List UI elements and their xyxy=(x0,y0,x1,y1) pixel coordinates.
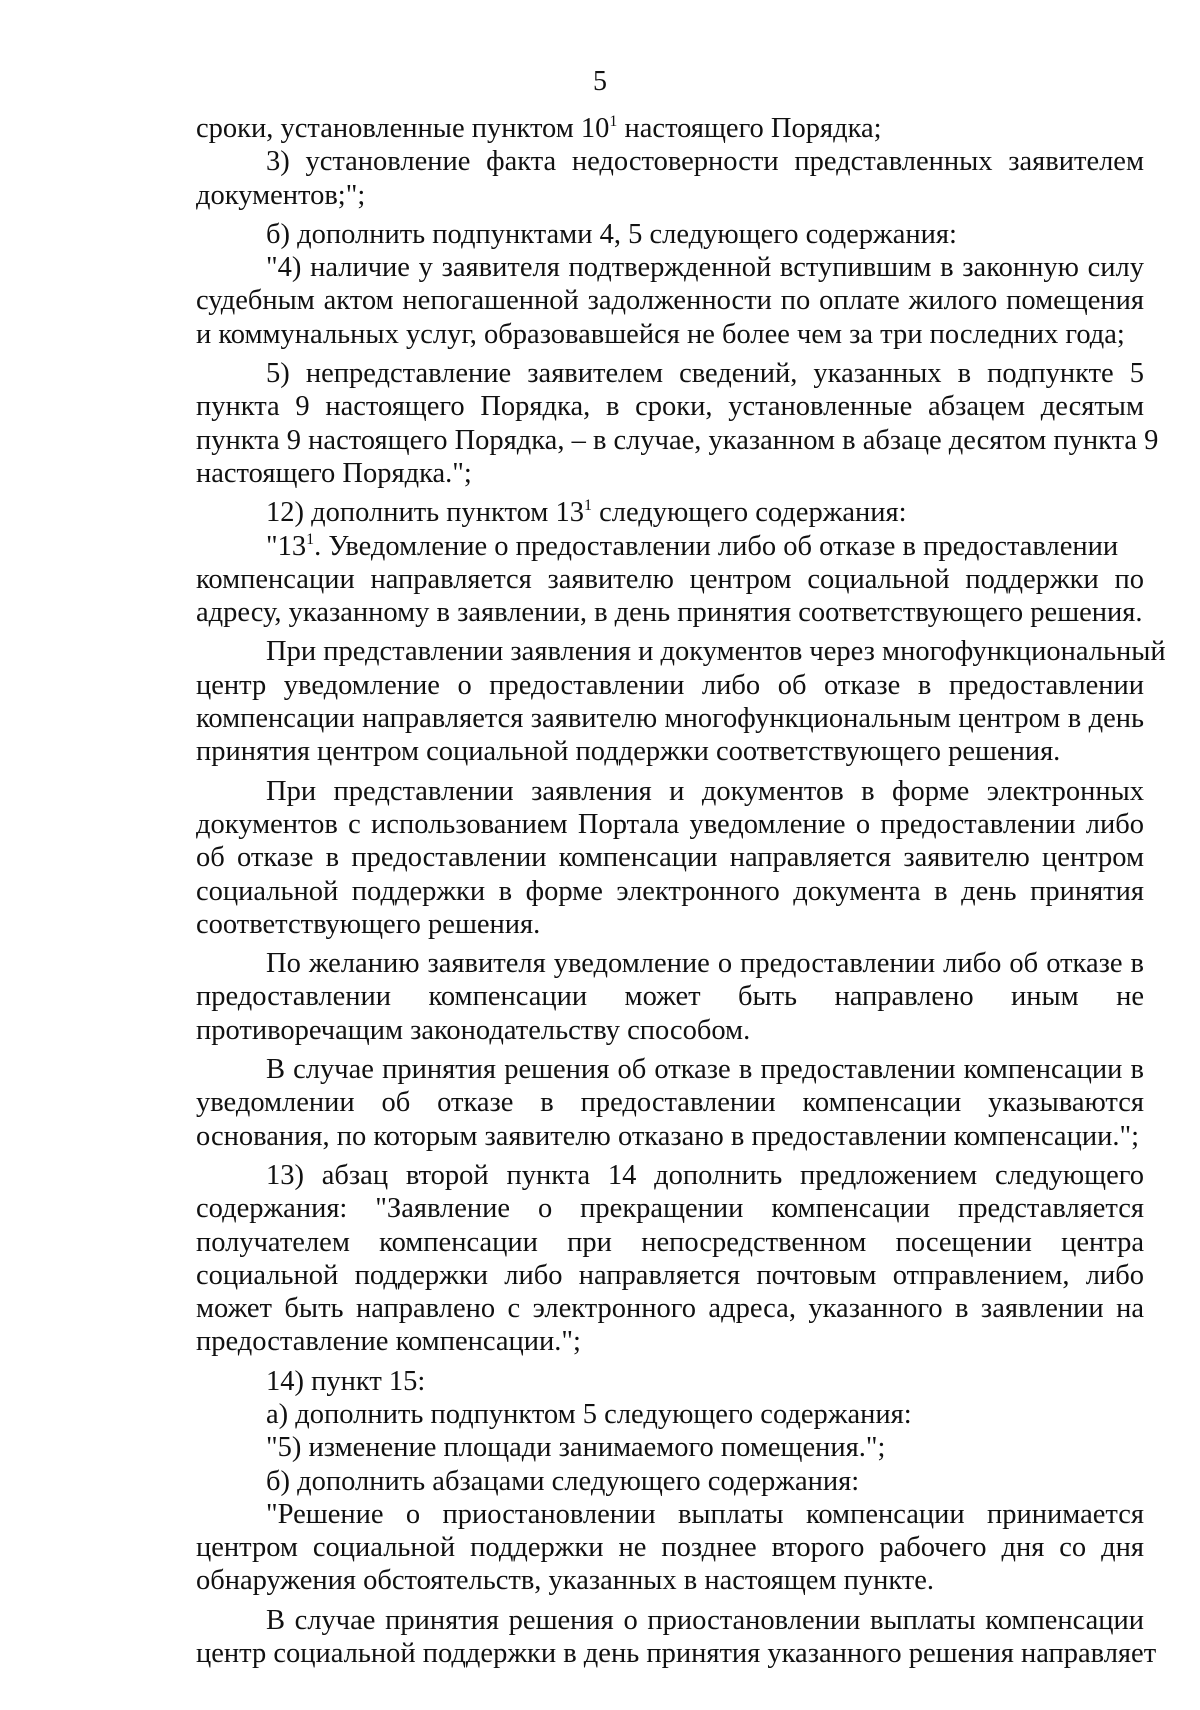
text-line: уведомлении об отказе в предоставлении компенсации указываются xyxy=(196,1087,1144,1119)
text-line: компенсации направляется заявителю многофункциональным центром в день xyxy=(196,703,1144,735)
text-fragment: сроки, установленные пунктом 10 xyxy=(196,113,610,144)
text-line: 14) пункт 15: xyxy=(266,1365,426,1397)
superscript: 1 xyxy=(609,113,618,130)
text-line: 13) абзац второй пункта 14 дополнить предложением следующего xyxy=(266,1159,1144,1191)
text-line: предоставлении компенсации может быть направлено иным не xyxy=(196,981,1144,1013)
text-line: б) дополнить абзацами следующего содержания: xyxy=(266,1465,860,1497)
text-fragment: настоящего Порядка; xyxy=(617,113,882,144)
text-line: пункта 9 настоящего Порядка, – в случае, указанном в абзаце десятом пункта 9 xyxy=(196,424,1159,456)
text-line: б) дополнить подпунктами 4, 5 следующего содержания: xyxy=(266,218,957,250)
text-line: может быть направлено с электронного адреса, указанного в заявлении на xyxy=(196,1293,1144,1325)
text-line: компенсации направляется заявителю центром социальной поддержки по xyxy=(196,563,1144,595)
text-line: об отказе в предоставлении компенсации направляется заявителю центром xyxy=(196,842,1144,874)
text-line: содержания: "Заявление о прекращении компенсации представляется xyxy=(196,1193,1144,1225)
document-body xyxy=(196,112,1166,1670)
text-line: В случае принятия решения об отказе в предоставлении компенсации в xyxy=(266,1054,1144,1086)
page-number: 5 xyxy=(593,66,607,97)
text-line: В случае принятия решения о приостановлении выплаты компенсации xyxy=(266,1604,1144,1636)
text-fragment: 12) дополнить пунктом 13 xyxy=(266,497,584,529)
superscript: 1 xyxy=(306,530,315,548)
text-line: 5) непредставление заявителем сведений, указанных в подпункте 5 xyxy=(266,358,1144,390)
text-line xyxy=(196,112,1144,145)
text-line: противоречащим законодательству способом. xyxy=(196,1014,751,1046)
text-line: и коммунальных услуг, образовавшейся не более чем за три последних года; xyxy=(196,318,1125,350)
text-line xyxy=(196,496,1144,529)
text-line: документов;"; xyxy=(196,179,366,211)
text-fragment: "13 xyxy=(266,530,307,562)
text-line: При представлении заявления и документов через многофункциональный xyxy=(266,636,1166,668)
text-line: социальной поддержки либо направляется почтовым отправлением, либо xyxy=(196,1259,1144,1291)
text-line: судебным актом непогашенной задолженности по оплате жилого помещения xyxy=(196,285,1144,317)
text-line: адресу, указанному в заявлении, в день принятия соответствующего решения. xyxy=(196,597,1143,629)
text-line: настоящего Порядка."; xyxy=(196,457,472,489)
text-line: центром социальной поддержки не позднее второго рабочего дня со дня xyxy=(196,1532,1144,1564)
text-fragment: . Уведомление о предоставлении либо об отказе в предоставлении xyxy=(314,530,1119,562)
text-line: основания, по которым заявителю отказано в предоставлении компенсации."; xyxy=(196,1120,1140,1152)
text-line: пункта 9 настоящего Порядка, в сроки, установленные абзацем десятым xyxy=(196,391,1144,423)
text-line: предоставление компенсации."; xyxy=(196,1326,581,1358)
text-line: По желанию заявителя уведомление о предоставлении либо об отказе в xyxy=(266,948,1144,980)
text-line xyxy=(196,530,1144,563)
text-line: а) дополнить подпунктом 5 следующего содержания: xyxy=(266,1398,912,1430)
text-line: принятия центром социальной поддержки соответствующего решения. xyxy=(196,736,1061,768)
text-line: получателем компенсации при непосредственном посещении центра xyxy=(196,1226,1144,1258)
text-line: "Решение о приостановлении выплаты компенсации принимается xyxy=(266,1498,1144,1530)
text-fragment: следующего содержания: xyxy=(591,497,907,529)
text-line: социальной поддержки в форме электронного документа в день принятия xyxy=(196,875,1144,907)
text-line: центр уведомление о предоставлении либо об отказе в предоставлении xyxy=(196,669,1144,701)
superscript: 1 xyxy=(583,497,592,515)
text-line: 3) установление факта недостоверности представленных заявителем xyxy=(266,146,1144,178)
text-line: соответствующего решения. xyxy=(196,908,541,940)
text-line: При представлении заявления и документов в форме электронных xyxy=(266,775,1144,807)
text-line: обнаружения обстоятельств, указанных в настоящем пункте. xyxy=(196,1565,935,1597)
text-line: центр социальной поддержки в день принятия указанного решения направляет xyxy=(196,1638,1157,1670)
text-line: "4) наличие у заявителя подтвержденной вступившим в законную силу xyxy=(266,252,1144,284)
text-line: документов с использованием Портала уведомление о предоставлении либо xyxy=(196,808,1144,840)
text-line: "5) изменение площади занимаемого помещения."; xyxy=(266,1432,886,1464)
